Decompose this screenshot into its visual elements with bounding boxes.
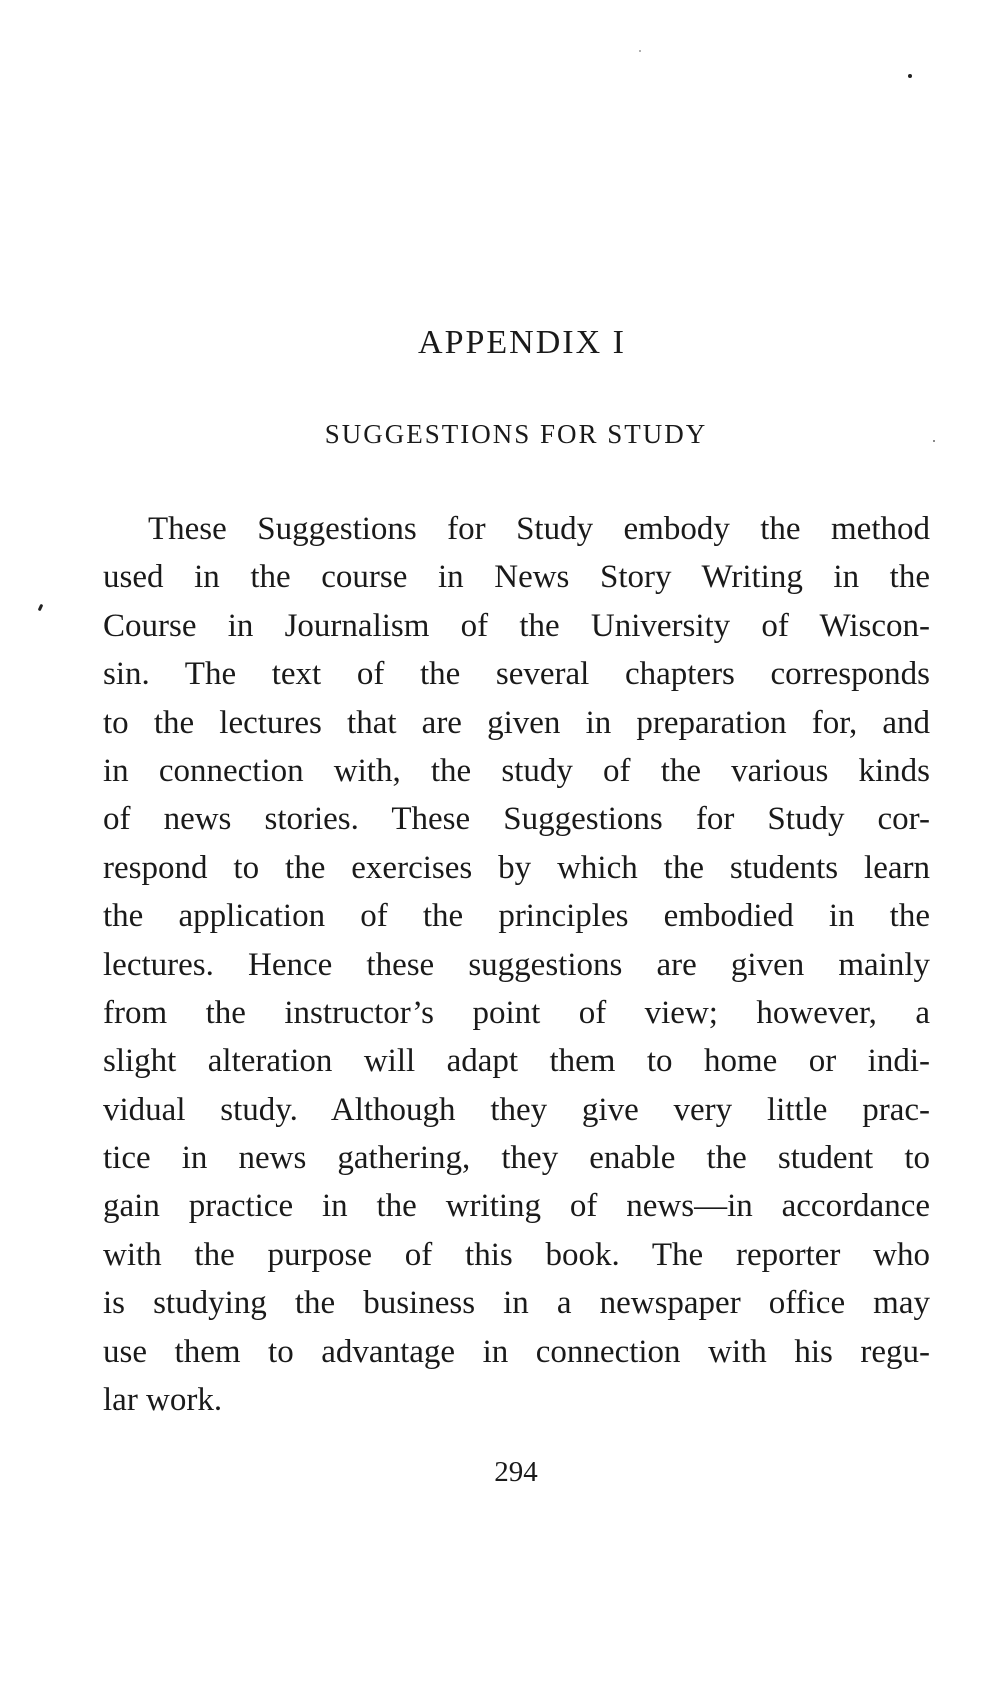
- paragraph-line: with the purpose of this book. The reporter who: [103, 1236, 930, 1273]
- paragraph-line: Course in Journalism of the University of Wiscon-: [103, 607, 930, 644]
- body-paragraph: [103, 505, 930, 1424]
- section-title: SUGGESTIONS FOR STUDY: [324, 419, 708, 449]
- paragraph-line: lectures. Hence these suggestions are given mainly: [103, 946, 930, 983]
- appendix-title: APPENDIX I: [418, 324, 626, 361]
- paragraph-line: used in the course in News Story Writing in the: [103, 559, 930, 596]
- paragraph-line: the application of the principles embodied in the: [103, 898, 930, 935]
- paragraph-line: lar work.: [103, 1382, 223, 1419]
- paragraph-line: from the instructor’s point of view; however, a: [103, 994, 930, 1031]
- ink-speck: [639, 50, 641, 52]
- paragraph-line: These Suggestions for Study embody the method: [148, 511, 930, 547]
- paragraph-line: of news stories. These Suggestions for Study cor-: [103, 801, 930, 838]
- paragraph-line: sin. The text of the several chapters corresponds: [103, 656, 930, 693]
- paragraph-line: vidual study. Although they give very little prac-: [103, 1091, 930, 1128]
- paragraph-line: slight alteration will adapt them to home or indi-: [103, 1043, 930, 1080]
- paragraph-line: is studying the business in a newspaper office may: [103, 1285, 930, 1322]
- paragraph-line: gain practice in the writing of news—in accordance: [103, 1188, 930, 1225]
- paragraph-line: respond to the exercises by which the students learn: [103, 849, 930, 886]
- paragraph-line: use them to advantage in connection with his regu-: [103, 1333, 930, 1370]
- page-number: 294: [494, 1456, 538, 1488]
- paragraph-line: tice in news gathering, they enable the student to: [103, 1140, 930, 1177]
- ink-speck: [908, 74, 912, 78]
- paragraph-line: to the lectures that are given in preparation for, and: [103, 704, 930, 741]
- ink-speck: [38, 604, 44, 612]
- paragraph-line: in connection with, the study of the various kinds: [103, 752, 930, 789]
